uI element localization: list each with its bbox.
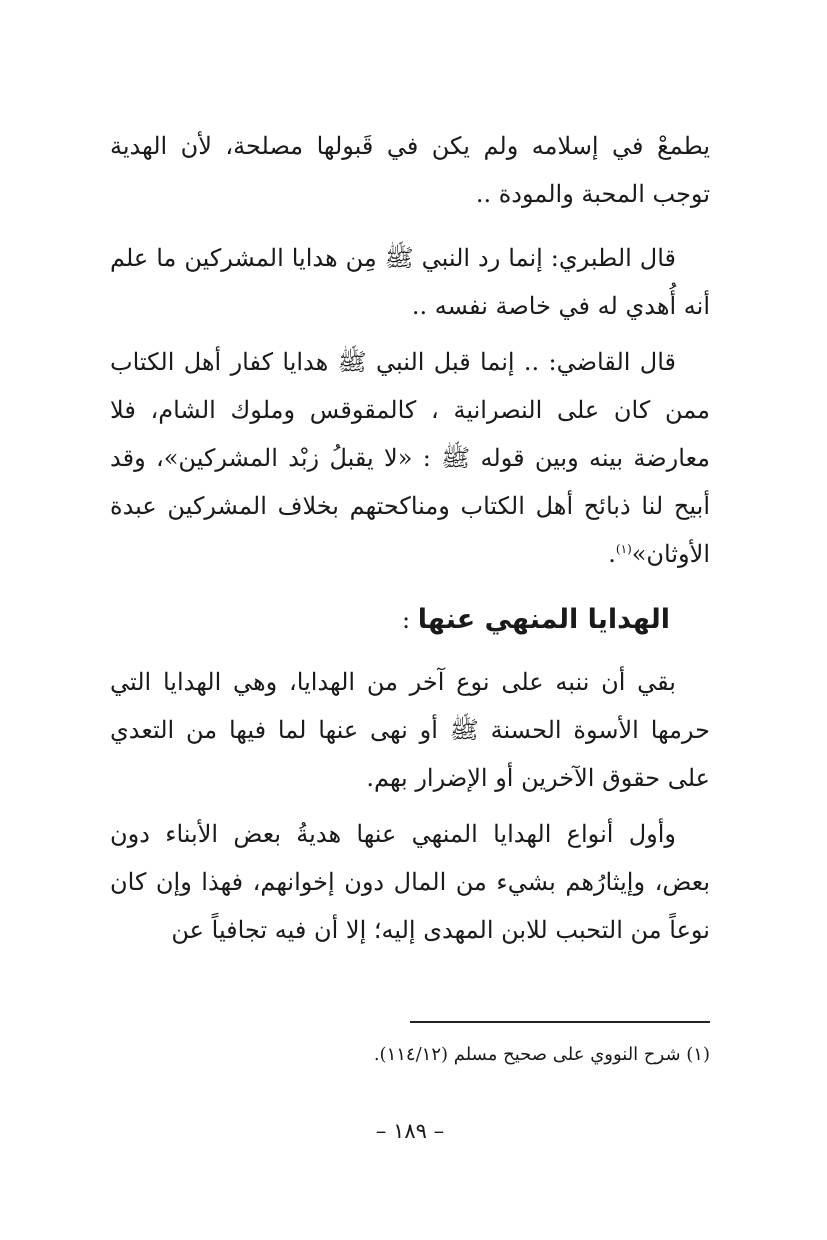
paragraph-children-gifts bbox=[110, 810, 710, 954]
section-heading-colon: : bbox=[402, 606, 418, 634]
section-heading-title: الهدايا المنهي عنها bbox=[417, 604, 670, 635]
section-heading bbox=[110, 600, 670, 640]
paragraph-qadi-quote bbox=[110, 338, 710, 578]
footnote bbox=[110, 1040, 710, 1070]
footnote-reference: (١) bbox=[615, 542, 632, 556]
paragraph-continuation bbox=[110, 122, 710, 218]
book-page bbox=[110, 110, 710, 1190]
paragraph-tabari-quote bbox=[110, 234, 710, 330]
footnote-text: (١) شرح النووي على صحيح مسلم (١١٤/١٢). bbox=[373, 1044, 710, 1065]
paragraph-forbidden-gifts-intro bbox=[110, 658, 710, 802]
page-number: – ١٨٩ – bbox=[375, 1119, 445, 1143]
paragraph-end-punctuation: . bbox=[608, 540, 616, 568]
footnote-divider bbox=[410, 1021, 710, 1023]
paragraph-text: يطمعْ في إسلامه ولم يكن في قَبولها مصلحة، لأن الهدية توجب المحبة والمودة .. bbox=[110, 132, 710, 208]
paragraph-text: قال الطبري: إنما رد النبي ﷺ مِن هدايا المشركين ما علم أنه أُهدي له في خاصة نفسه .. bbox=[110, 244, 710, 320]
paragraph-text: بقي أن ننبه على نوع آخر من الهدايا، وهي الهدايا التي حرمها الأسوة الحسنة ﷺ أو نهى عنها لما فيها من التعدي على حقوق الآخرين أو الإضرار بهم. bbox=[110, 668, 710, 792]
paragraph-text: وأول أنواع الهدايا المنهي عنها هديةُ بعض الأبناء دون بعض، وإيثارُهم بشيء من المال دون إخوانهم، فهذا وإن كان نوعاً من التحبب للابن المهدى إليه؛ إلا أن فيه تجافياً عن bbox=[110, 820, 710, 944]
paragraph-text: قال القاضي: .. إنما قبل النبي ﷺ هدايا كفار أهل الكتاب ممن كان على النصرانية ، كالمقوقس وملوك الشام، فلا معارضة بينه وبين قوله ﷺ : «لا يقبلُ زبْد المشركين»، وقد أبيح لنا ذبائح أهل الكتاب ومناكحتهم بخلاف المشركين عبدة الأوثان» bbox=[110, 348, 710, 568]
